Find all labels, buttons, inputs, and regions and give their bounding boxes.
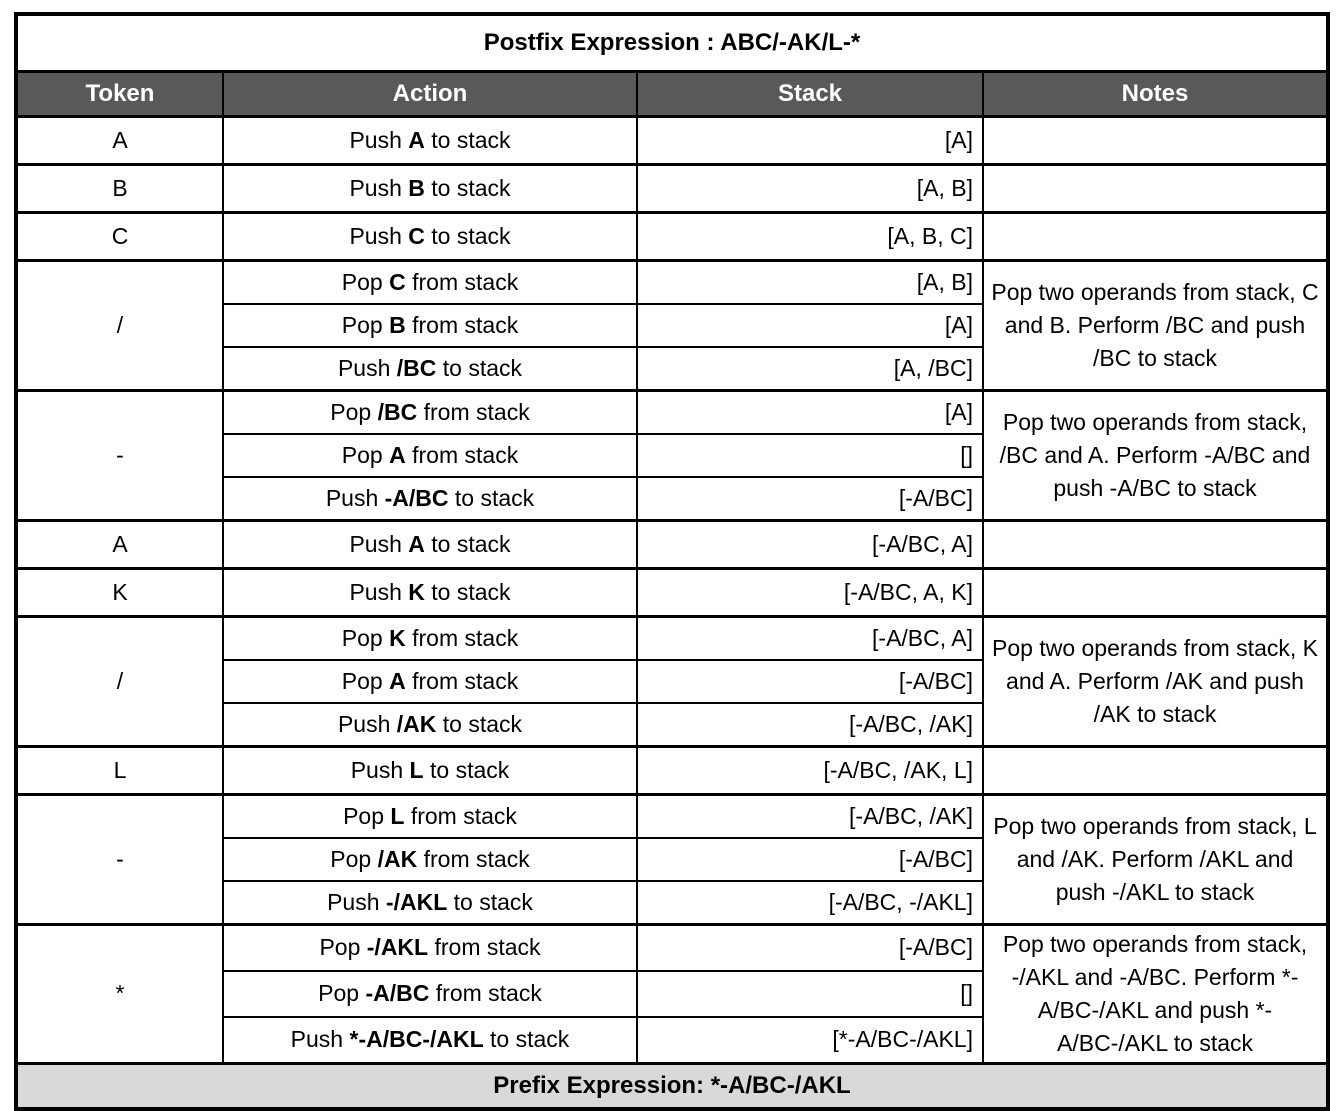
action-text-post: from stack <box>405 668 519 694</box>
token-cell: C <box>16 213 223 261</box>
token-cell: / <box>16 617 223 747</box>
action-cell <box>223 391 637 435</box>
action-cell <box>223 521 637 569</box>
action-text-bold: C <box>389 269 406 295</box>
stack-cell: [-A/BC] <box>637 477 983 521</box>
action-text-pre: Pop <box>330 846 378 872</box>
action-text-post: to stack <box>447 889 533 915</box>
action-text-pre: Push <box>327 889 386 915</box>
table-row <box>16 569 1328 617</box>
stack-cell: [A, B, C] <box>637 213 983 261</box>
action-text-pre: Pop <box>330 399 378 425</box>
action-text-pre: Pop <box>341 668 390 694</box>
postfix-conversion-table <box>14 12 1330 1111</box>
token-cell: - <box>16 795 223 925</box>
notes-cell: Pop two operands from stack, /BC and A. Perform -A/BC and push -A/BC to stack <box>983 391 1328 521</box>
token-cell: B <box>16 165 223 213</box>
action-cell <box>223 165 637 213</box>
action-text-bold: /BC <box>377 399 418 425</box>
table-row <box>16 617 1328 661</box>
notes-cell <box>983 117 1328 165</box>
action-text-post: to stack <box>424 223 511 249</box>
action-text-bold: A <box>389 668 406 694</box>
notes-cell: Pop two operands from stack, -/AKL and -A/BC. Perform *-A/BC-/AKL and push *-A/BC-/AKL to stack <box>983 925 1328 1064</box>
action-text-pre: Push <box>349 579 409 605</box>
stack-cell: [-A/BC, /AK] <box>637 703 983 747</box>
stack-cell: [] <box>637 971 983 1017</box>
table-row <box>16 925 1328 971</box>
table-body <box>16 117 1328 1064</box>
token-cell: / <box>16 261 223 391</box>
action-text-post: to stack <box>448 485 535 511</box>
action-cell <box>223 881 637 925</box>
stack-cell: [A, /BC] <box>637 347 983 391</box>
column-header-stack: Stack <box>637 72 983 117</box>
stack-cell: [*-A/BC-/AKL] <box>637 1017 983 1063</box>
table-row <box>16 261 1328 305</box>
token-cell: K <box>16 569 223 617</box>
action-cell <box>223 971 637 1017</box>
action-text-pre: Push <box>337 355 397 381</box>
stack-cell: [-A/BC, A, K] <box>637 569 983 617</box>
action-text-bold: A <box>408 531 425 557</box>
token-cell: A <box>16 117 223 165</box>
action-text-post: from stack <box>405 442 519 468</box>
action-text-pre: Pop <box>319 934 367 961</box>
action-text-pre: Pop <box>341 312 390 338</box>
action-cell <box>223 304 637 347</box>
action-text-pre: Push <box>350 757 410 783</box>
action-text-bold: *-A/BC-/AKL <box>349 1026 484 1053</box>
action-cell <box>223 747 637 795</box>
table-row <box>16 747 1328 795</box>
stack-cell: [-A/BC, A] <box>637 617 983 661</box>
action-text-pre: Pop <box>341 625 390 651</box>
stack-cell: [-A/BC, /AK] <box>637 795 983 839</box>
stack-cell: [-A/BC, A] <box>637 521 983 569</box>
stack-cell: [-A/BC, -/AKL] <box>637 881 983 925</box>
notes-cell <box>983 747 1328 795</box>
action-cell <box>223 261 637 305</box>
action-text-pre: Push <box>349 127 409 153</box>
action-cell <box>223 838 637 881</box>
action-cell <box>223 117 637 165</box>
action-cell <box>223 213 637 261</box>
action-text-bold: A <box>389 442 406 468</box>
action-text-bold: L <box>390 803 405 829</box>
column-header-token: Token <box>16 72 223 117</box>
token-cell: L <box>16 747 223 795</box>
stack-cell: [A] <box>637 391 983 435</box>
action-cell <box>223 795 637 839</box>
action-cell <box>223 925 637 971</box>
table-row <box>16 213 1328 261</box>
prefix-expression-result: Prefix Expression: *-A/BC-/AKL <box>16 1063 1328 1109</box>
action-cell <box>223 1017 637 1063</box>
stack-cell: [] <box>637 434 983 477</box>
notes-cell <box>983 213 1328 261</box>
action-cell <box>223 660 637 703</box>
action-text-post: from stack <box>429 980 542 1007</box>
table-row <box>16 165 1328 213</box>
token-cell: - <box>16 391 223 521</box>
action-text-post: to stack <box>424 127 511 153</box>
action-text-pre: Pop <box>343 803 391 829</box>
notes-cell: Pop two operands from stack, L and /AK. Perform /AKL and push -/AKL to stack <box>983 795 1328 925</box>
action-text-bold: /BC <box>396 355 437 381</box>
action-text-pre: Push <box>325 485 385 511</box>
stack-cell: [-A/BC] <box>637 660 983 703</box>
action-text-post: to stack <box>436 355 523 381</box>
action-text-bold: A <box>408 127 425 153</box>
action-text-pre: Push <box>337 711 397 737</box>
footer-row <box>16 1063 1328 1109</box>
action-text-bold: -A/BC <box>365 980 430 1007</box>
action-text-pre: Push <box>349 223 409 249</box>
notes-cell <box>983 165 1328 213</box>
stack-cell: [A] <box>637 117 983 165</box>
column-header-action: Action <box>223 72 637 117</box>
action-text-post: to stack <box>483 1026 570 1053</box>
table-row <box>16 391 1328 435</box>
action-text-post: to stack <box>423 757 510 783</box>
header-row <box>16 72 1328 117</box>
action-text-post: from stack <box>417 399 530 425</box>
action-text-bold: /AK <box>396 711 437 737</box>
action-text-post: to stack <box>424 579 511 605</box>
action-text-post: from stack <box>405 312 519 338</box>
table-row <box>16 117 1328 165</box>
action-text-bold: K <box>408 579 425 605</box>
table-row <box>16 521 1328 569</box>
table-row <box>16 795 1328 839</box>
action-text-post: from stack <box>428 934 541 961</box>
column-header-notes: Notes <box>983 72 1328 117</box>
action-cell <box>223 569 637 617</box>
action-text-bold: K <box>389 625 406 651</box>
action-text-pre: Pop <box>341 269 390 295</box>
stack-cell: [-A/BC] <box>637 838 983 881</box>
action-text-pre: Push <box>290 1026 350 1053</box>
action-text-post: from stack <box>405 625 519 651</box>
action-text-post: from stack <box>417 846 530 872</box>
action-text-pre: Push <box>349 531 409 557</box>
action-text-post: to stack <box>424 175 511 201</box>
action-text-bold: L <box>409 757 424 783</box>
title-row <box>16 14 1328 72</box>
token-cell: * <box>16 925 223 1064</box>
action-text-pre: Pop <box>318 980 366 1007</box>
notes-cell <box>983 521 1328 569</box>
action-text-bold: B <box>408 175 425 201</box>
action-text-pre: Pop <box>341 442 390 468</box>
action-text-bold: /AK <box>377 846 418 872</box>
notes-cell: Pop two operands from stack, K and A. Perform /AK and push /AK to stack <box>983 617 1328 747</box>
action-cell <box>223 703 637 747</box>
action-text-bold: C <box>408 223 425 249</box>
action-text-post: from stack <box>404 803 517 829</box>
action-cell <box>223 347 637 391</box>
action-text-post: from stack <box>405 269 519 295</box>
action-text-pre: Push <box>349 175 409 201</box>
table-title: Postfix Expression : ABC/-AK/L-* <box>16 14 1328 72</box>
action-text-bold: -/AKL <box>366 934 429 961</box>
action-text-bold: -/AKL <box>385 889 448 915</box>
stack-cell: [A, B] <box>637 261 983 305</box>
action-cell <box>223 434 637 477</box>
stack-cell: [A] <box>637 304 983 347</box>
action-cell <box>223 477 637 521</box>
notes-cell: Pop two operands from stack, C and B. Perform /BC and push /BC to stack <box>983 261 1328 391</box>
stack-cell: [-A/BC, /AK, L] <box>637 747 983 795</box>
action-text-bold: B <box>389 312 406 338</box>
token-cell: A <box>16 521 223 569</box>
notes-cell <box>983 569 1328 617</box>
action-text-post: to stack <box>436 711 523 737</box>
action-text-bold: -A/BC <box>384 485 449 511</box>
stack-cell: [A, B] <box>637 165 983 213</box>
action-text-post: to stack <box>424 531 511 557</box>
action-cell <box>223 617 637 661</box>
stack-cell: [-A/BC] <box>637 925 983 971</box>
